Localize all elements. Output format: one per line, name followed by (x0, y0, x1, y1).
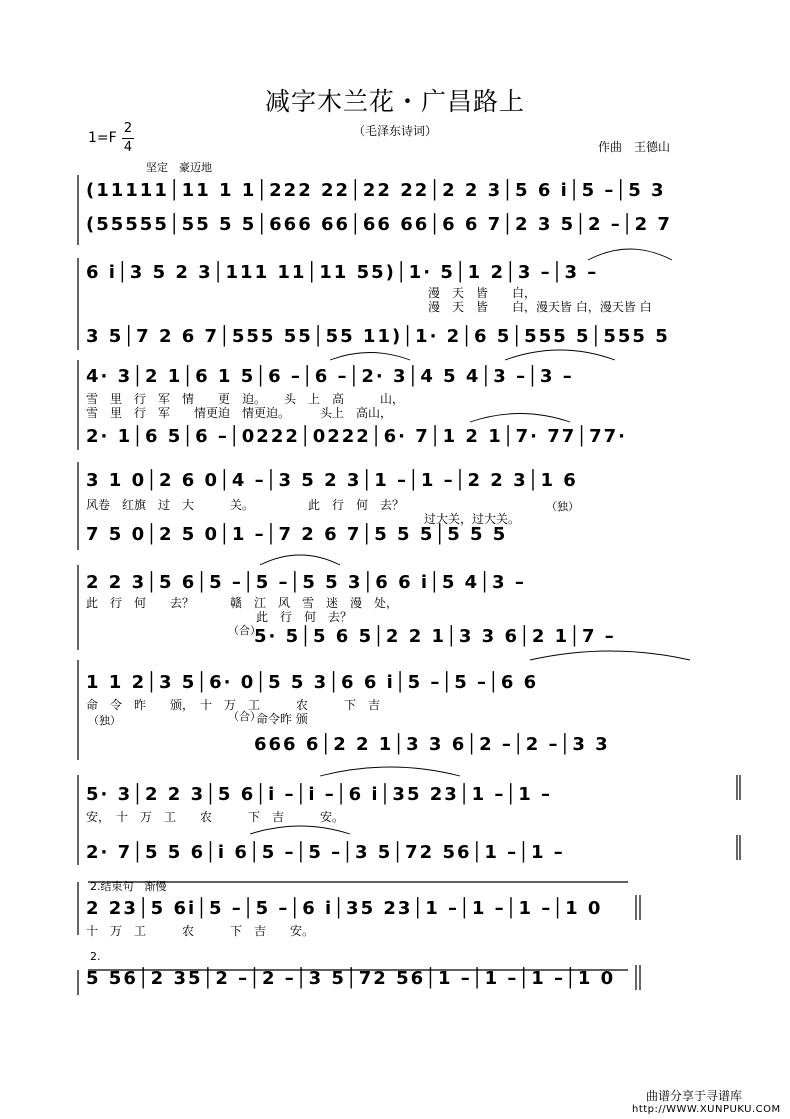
song-title: 减字木兰花・广昌路上 (264, 87, 525, 116)
composer-credit: 作曲 王德山 (598, 140, 671, 154)
system2-lyric1: 漫 天 皆 白， (428, 286, 537, 300)
tempo-marking: 坚定 豪迈地 (146, 161, 212, 174)
system7-lyric1: 安， 十 万 工 农 下 吉 安。 (86, 810, 345, 824)
system4-upper: 3 1 0│2 6 0│4 –│3 5 2 3│1 –│1 –│2 2 3│1 6 (86, 470, 578, 491)
system2-lower: 3 5│7 2 6 7│555 55│55 11)│1· 2│6 5│555 5│555 5 (86, 326, 670, 347)
system6-upper: 1 1 2│3 5│6· 0│5 5 3│6 6 i│5 –│5 –│6 6 (86, 672, 539, 693)
chorus-marking: （合） (228, 624, 261, 637)
system3-lyric2: 雪 里 行 军 情更迫 情更迫。 头上 高山， (86, 406, 393, 420)
footer-url[interactable]: http://WWW.XUNPUKU.COM (632, 1104, 781, 1115)
meter-bottom: 4 (123, 140, 133, 155)
system9-lower: 5 56│2 35│2 –│2 –│3 5│72 56│1 –│1 –│1 –│1 0 (86, 968, 616, 989)
solo-marking-2: （独） (88, 714, 121, 727)
system7-lower: 2· 7│5 5 6│i 6│5 –│5 –│3 5│72 56│1 –│1 – (86, 842, 565, 863)
system7-upper: 5· 3│2 2 3│5 6│i –│i –│6 i│35 23│1 –│1 – (86, 784, 553, 805)
system6-lower: 666 6│2 2 1│3 3 6│2 –│2 –│3 3 (254, 734, 610, 755)
song-subtitle: （毛泽东诗词） (352, 124, 437, 138)
system4-lyric1: 风卷 红旗 过 大 关。 此 行 何 去？ (86, 498, 405, 512)
system8-lyric1: 十 万 工 农 下 吉 安。 (86, 924, 315, 938)
system5-lower: 5· 5│5 6 5│2 2 1│3 3 6│2 1│7 – (254, 626, 616, 647)
system4-lower: 7 5 0│2 5 0│1 –│7 2 6 7│5 5 5│5 5 5 (86, 524, 508, 545)
system1-upper: (11111│11 1 1│222 22│22 22│2 2 3│5 6 i│5 –│5 3 (86, 180, 666, 201)
system3-lower: 2· 1│6 5│6 –│0222│0222│6· 7│1 2 1│7· 77│77· (86, 426, 627, 447)
solo-marking: （独） (546, 500, 579, 513)
footer-site-name: 曲谱分享于寻谱库 (646, 1089, 743, 1103)
system5-lyric1: 此 行 何 去？ 赣 江 风 雪 迷 漫 处， (86, 596, 399, 610)
system3-upper: 4· 3│2 1│6 1 5│6 –│6 –│2· 3│4 5 4│3 –│3 – (86, 366, 574, 387)
chorus-marking-2: （合） (228, 710, 261, 723)
key-signature: 1=F (88, 130, 117, 146)
ending-mark: 2.结束句 渐慢 (90, 880, 167, 893)
ending-mark-2: 2. (90, 950, 101, 963)
system2-lyric2: 漫 天 皆 白，漫天皆 白，漫天皆 白 (428, 300, 652, 314)
system5-upper: 2 2 3│5 6│5 –│5 –│5 5 3│6 6 i│5 4│3 – (86, 572, 526, 593)
system3-lyric1: 雪 里 行 军 情 更 迫。 头 上 高 山， (86, 392, 405, 406)
system6-lyric2: 命令昨 颁 (256, 712, 308, 726)
system8-upper: 2 23│5 6i│5 –│5 –│6 i│35 23│1 –│1 –│1 –│1 0 (86, 898, 603, 919)
system1-lower: (55555│55 5 5│666 66│66 66│6 6 7│2 3 5│2 –│2 7 (86, 214, 672, 235)
system6-lyric1: 命 令 昨 颁， 十 万 工 农 下 吉 (86, 698, 381, 712)
meter-top: 2 (123, 121, 133, 136)
system2-upper: 6 i│3 5 2 3│111 11│11 55)│1· 5│1 2│3 –│3 – (86, 262, 599, 283)
system4-lyric2: 过大关，过大关。 (424, 512, 521, 526)
system5-lyric2: 此 行 何 去？ (256, 610, 353, 624)
